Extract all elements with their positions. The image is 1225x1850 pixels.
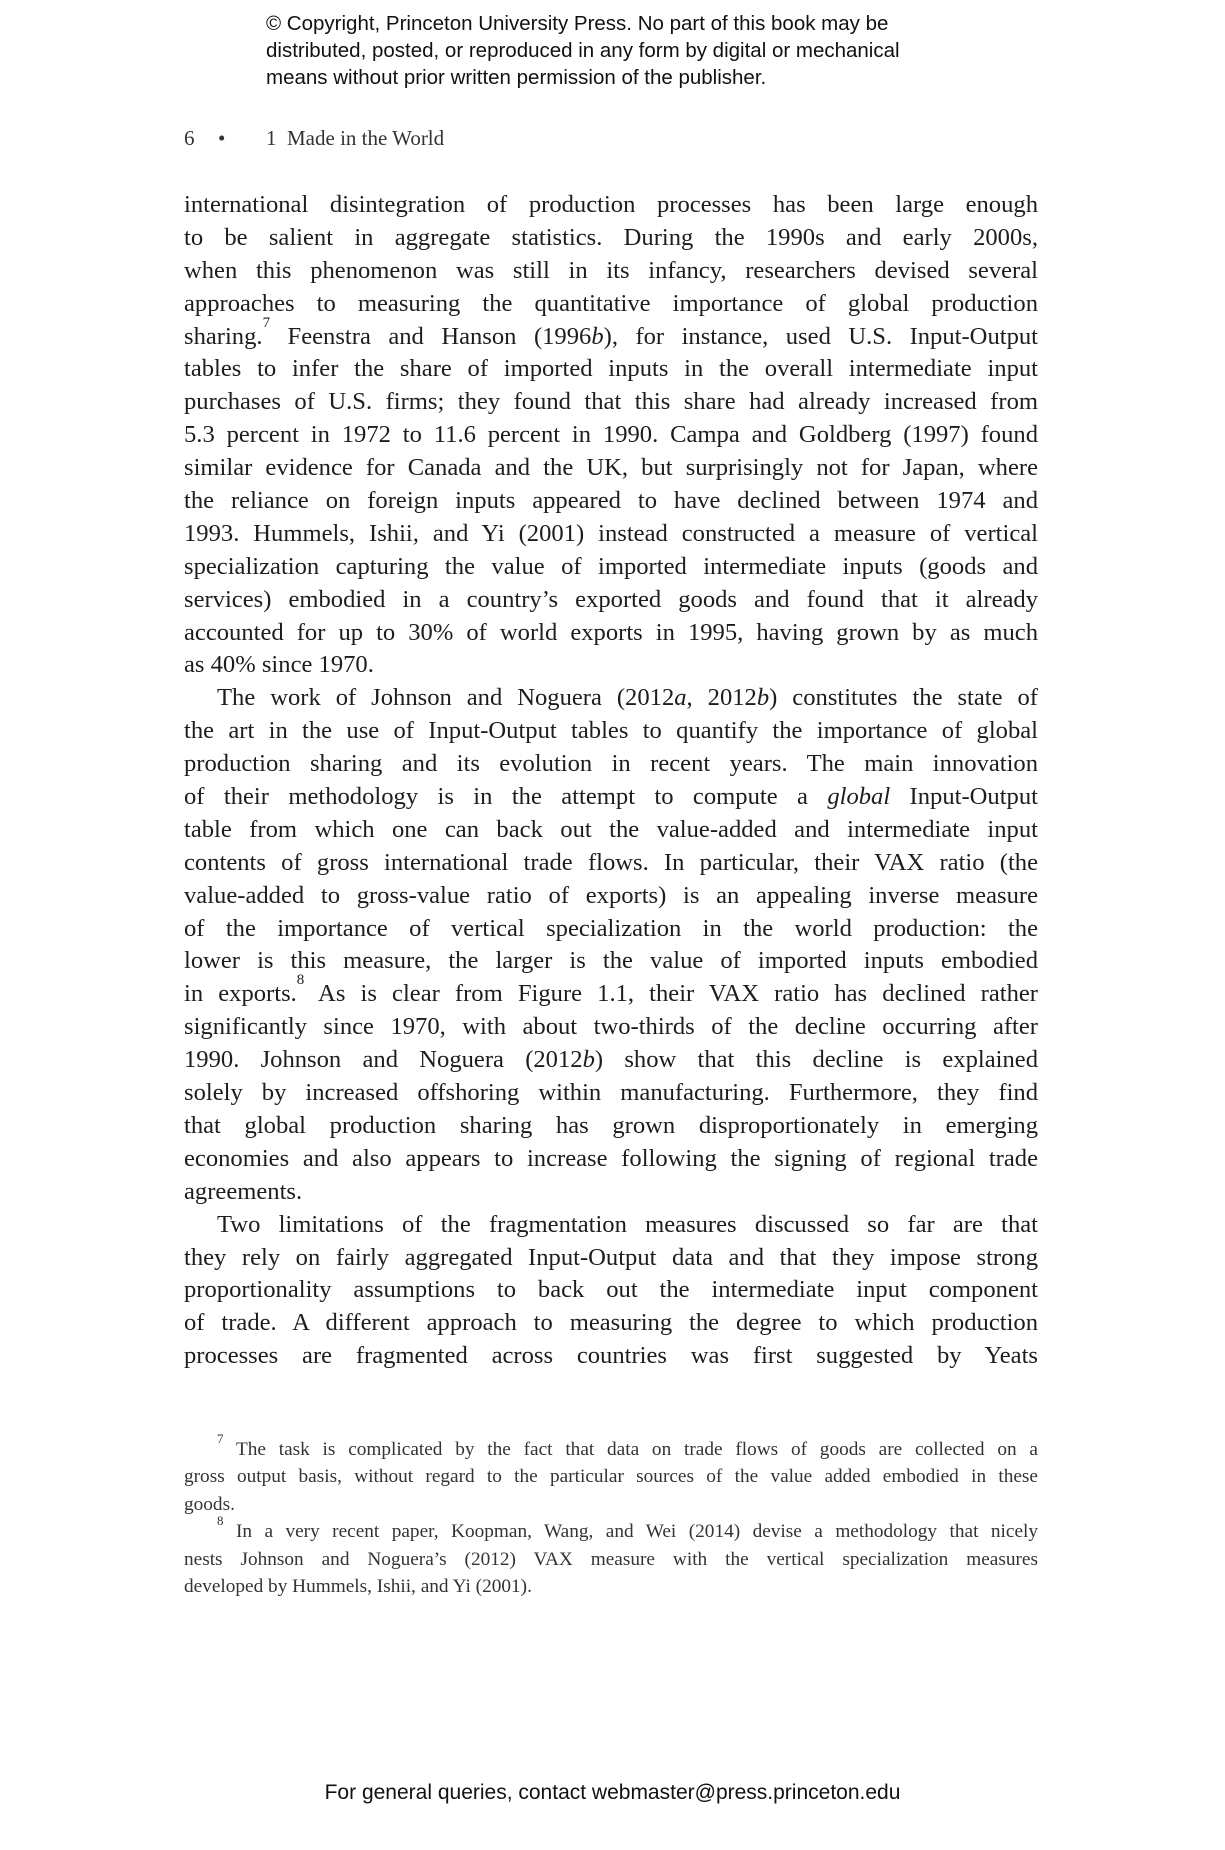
text-run: to be salient in aggregate statistics. During the 1990s and early 2000s, <box>184 223 1038 251</box>
text-line <box>184 1077 1038 1110</box>
text-line <box>184 419 1038 452</box>
text-run: services) embodied in a country’s exported goods and found that it already <box>184 585 1038 613</box>
footnote-line <box>184 1463 1038 1490</box>
text-line <box>184 584 1038 617</box>
italic-text: global <box>827 783 891 811</box>
footnote-line <box>184 1573 1038 1600</box>
text-line <box>184 945 1038 978</box>
text-line <box>184 518 1038 551</box>
text-run: significantly since 1970, with about two-thirds of the decline occurring after <box>184 1013 1038 1041</box>
text-run: 1990. Johnson and Noguera (2012 <box>184 1046 583 1074</box>
footnote-marker: 7 <box>217 1431 224 1446</box>
footnote-line <box>184 1491 1038 1518</box>
footnote-line <box>184 1513 1038 1545</box>
text-line <box>184 1110 1038 1143</box>
text-line <box>184 617 1038 650</box>
text-line <box>184 1011 1038 1044</box>
text-line <box>184 452 1038 485</box>
footnote-marker: 8 <box>217 1513 224 1529</box>
text-run: In a very recent paper, Koopman, Wang, and Wei (2014) devise a methodology that nicely <box>223 1521 1038 1543</box>
text-run: contents of gross international trade flows. In particular, their VAX ratio (the <box>184 848 1038 876</box>
text-run: specialization capturing the value of imported intermediate inputs (goods and <box>184 552 1038 580</box>
body-text <box>184 189 1038 1373</box>
footnote-marker: 7 <box>262 314 271 331</box>
italic-text: b <box>756 684 770 712</box>
footer-contact: For general queries, contact webmaster@press.princeton.edu <box>324 1781 901 1804</box>
text-run: tables to infer the share of imported inputs in the overall intermediate input <box>184 355 1038 383</box>
text-line <box>184 485 1038 518</box>
text-line <box>184 353 1038 386</box>
text-line <box>184 288 1038 321</box>
text-run: value-added to gross-value ratio of exports) is an appealing inverse measure <box>184 881 1038 909</box>
text-line <box>184 649 1038 682</box>
text-run: of their methodology is in the attempt to compute a <box>184 783 828 811</box>
text-run: accounted for up to 30% of world exports in 1995, having grown by as much <box>184 618 1038 646</box>
text-line <box>184 1242 1038 1275</box>
running-head <box>184 126 444 151</box>
text-run: production sharing and its evolution in recent years. The main innovation <box>184 750 1038 778</box>
text-run: goods. <box>184 1493 235 1515</box>
text-run: solely by increased offshoring within manufacturing. Furthermore, they find <box>184 1079 1038 1107</box>
text-line <box>184 748 1038 781</box>
text-run: ) show that this decline is explained <box>594 1046 1038 1074</box>
text-line <box>184 222 1038 255</box>
text-run: The work of Johnson and Noguera (2012 <box>217 684 675 712</box>
italic-text: a <box>674 684 687 712</box>
text-line <box>184 913 1038 946</box>
chapter-title: 1 Made in the World <box>266 126 445 150</box>
copyright-line: distributed, posted, or reproduced in any form by digital or mechanical <box>266 39 900 62</box>
text-line <box>184 682 1038 715</box>
copyright-line: means without prior written permission of the publisher. <box>266 66 767 89</box>
copyright-notice <box>266 10 900 91</box>
text-line <box>184 781 1038 814</box>
text-run: economies and also appears to increase following the signing of regional trade <box>184 1144 1038 1172</box>
text-line <box>184 972 1038 1011</box>
footnotes <box>184 1431 1038 1600</box>
text-run: ), for instance, used U.S. Input-Output <box>603 322 1038 350</box>
text-run: Two limitations of the fragmentation measures discussed so far are that <box>217 1210 1038 1238</box>
text-line <box>184 386 1038 419</box>
text-line <box>184 1176 1038 1209</box>
footnote-line <box>184 1546 1038 1573</box>
text-line <box>184 1340 1038 1373</box>
text-line <box>184 255 1038 288</box>
text-run: developed by Hummels, Ishii, and Yi (2001). <box>184 1575 532 1597</box>
text-line <box>184 1209 1038 1242</box>
text-line <box>184 1143 1038 1176</box>
text-run: Input-Output <box>890 783 1038 811</box>
text-run: processes are fragmented across countries was first suggested by Yeats <box>184 1342 1038 1370</box>
text-line <box>184 880 1038 913</box>
text-run: international disintegration of production processes has been large enough <box>184 191 1038 218</box>
text-line <box>184 1274 1038 1307</box>
text-line <box>184 847 1038 880</box>
text-line <box>184 715 1038 748</box>
text-run: the art in the use of Input-Output tables to quantify the importance of global <box>184 717 1038 745</box>
text-run: in exports. <box>184 980 297 1008</box>
text-line <box>184 551 1038 584</box>
text-line <box>184 814 1038 847</box>
text-line <box>184 1044 1038 1077</box>
text-line <box>184 314 1038 354</box>
footnote-line <box>184 1431 1038 1463</box>
text-run: similar evidence for Canada and the UK, but surprisingly not for Japan, where <box>184 454 1038 482</box>
text-run: , 2012 <box>686 684 757 712</box>
text-run: purchases of U.S. firms; they found that this share had already increased from <box>184 388 1038 416</box>
text-run: 1993. Hummels, Ishii, and Yi (2001) instead constructed a measure of vertical <box>184 519 1038 547</box>
text-run: proportionality assumptions to back out the intermediate input component <box>184 1276 1038 1304</box>
text-run: The task is complicated by the fact that data on trade flows of goods are collected on a <box>223 1439 1038 1460</box>
text-run: Feenstra and Hanson (1996 <box>270 322 592 350</box>
italic-text: b <box>591 322 604 350</box>
text-run: 5.3 percent in 1972 to 11.6 percent in 1990. Campa and Goldberg (1997) found <box>184 421 1038 449</box>
text-run: agreements. <box>184 1177 303 1205</box>
separator-bullet: • <box>218 126 226 150</box>
italic-text: b <box>582 1046 595 1074</box>
text-run: as 40% since 1970. <box>184 651 374 679</box>
text-run: of trade. A different approach to measuring the degree to which production <box>184 1309 1038 1337</box>
text-line <box>184 1307 1038 1340</box>
text-run: nests Johnson and Noguera’s (2012) VAX measure with the vertical specialization measures <box>184 1548 1038 1570</box>
text-run: the reliance on foreign inputs appeared to have declined between 1974 and <box>184 487 1038 515</box>
page-number: 6 <box>184 126 195 150</box>
text-run: As is clear from Figure 1.1, their VAX ratio has declined rather <box>304 980 1038 1008</box>
text-line <box>184 189 1038 222</box>
text-run: table from which one can back out the value-added and intermediate input <box>184 815 1038 843</box>
text-run: lower is this measure, the larger is the value of imported inputs embodied <box>184 947 1038 975</box>
copyright-line: © Copyright, Princeton University Press. No part of this book may be <box>266 12 889 35</box>
text-run: ) constitutes the state of <box>769 684 1038 712</box>
text-run: they rely on fairly aggregated Input-Output data and that they impose strong <box>184 1243 1038 1271</box>
text-run: approaches to measuring the quantitative importance of global production <box>184 289 1038 317</box>
text-run: that global production sharing has grown disproportionately in emerging <box>184 1111 1038 1139</box>
text-run: when this phenomenon was still in its infancy, researchers devised several <box>184 256 1038 284</box>
footnote-marker: 8 <box>296 972 305 989</box>
text-run: of the importance of vertical specialization in the world production: the <box>184 914 1038 942</box>
text-run: sharing. <box>184 322 263 350</box>
text-run: gross output basis, without regard to the particular sources of the value added embodied in these <box>184 1466 1038 1488</box>
